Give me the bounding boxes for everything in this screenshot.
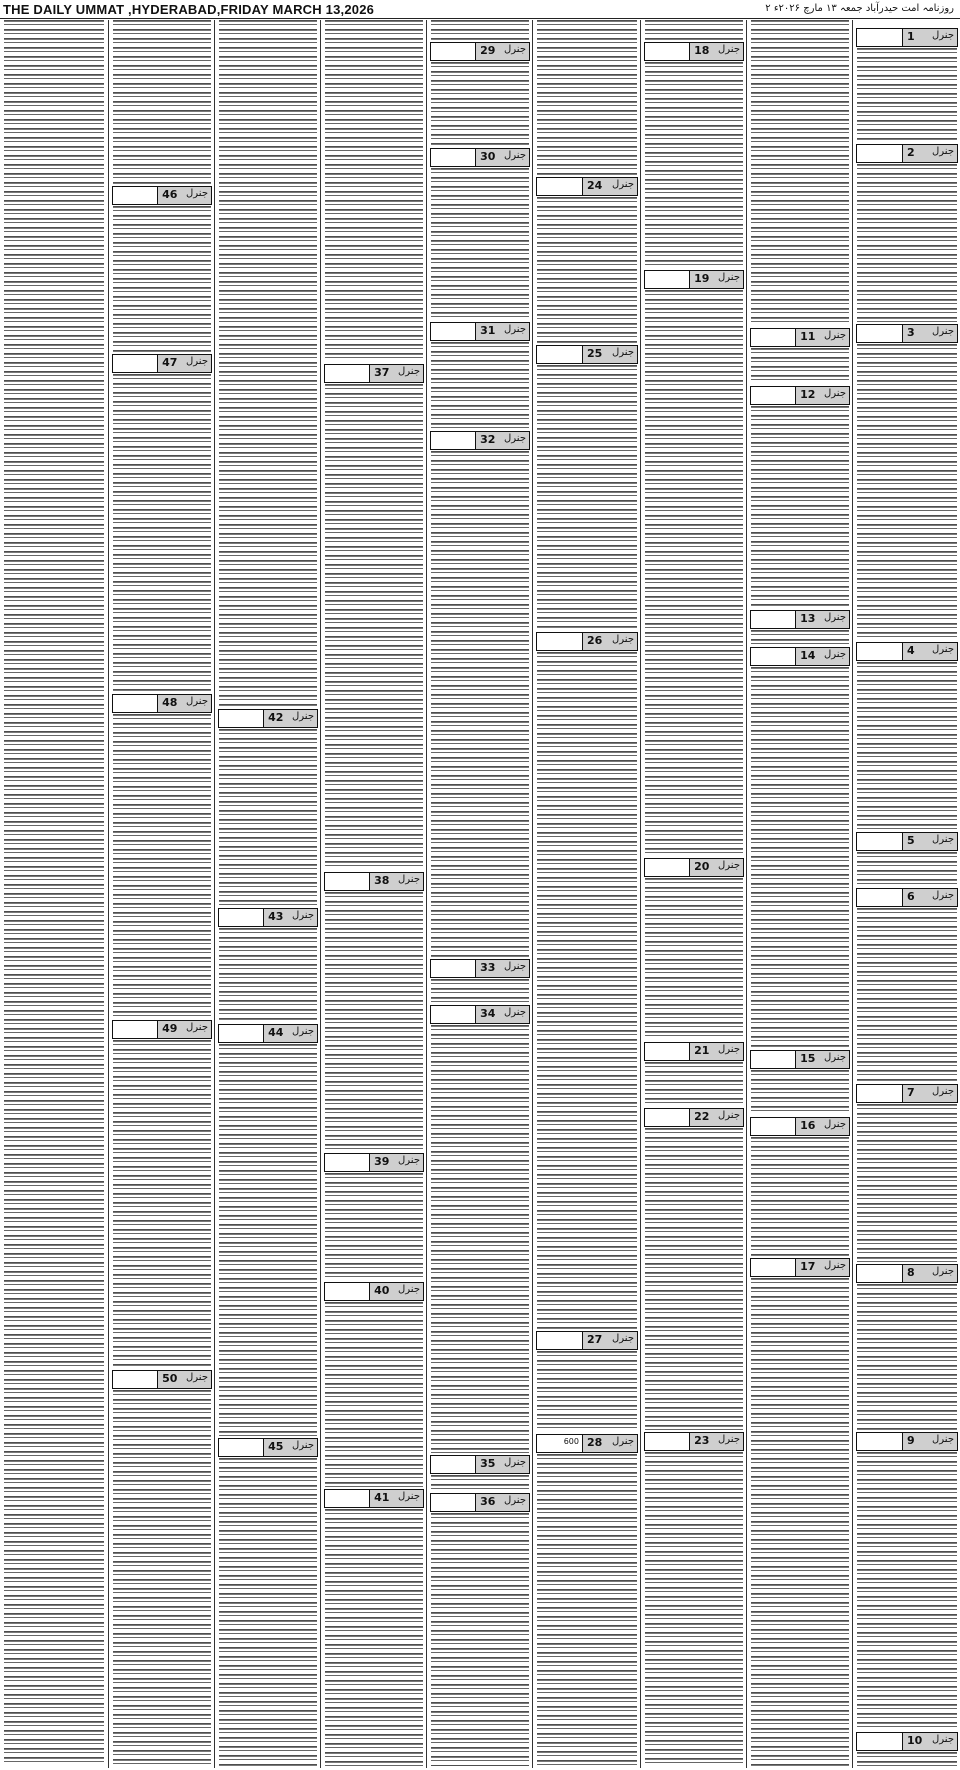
- article-text: [857, 1284, 957, 1430]
- section-header: [430, 1455, 530, 1474]
- section-label-box: [689, 859, 743, 876]
- section-header: [856, 28, 958, 47]
- section-number: 30: [480, 150, 496, 163]
- article-text: [431, 1025, 529, 1453]
- news-column-3: [640, 20, 747, 1768]
- section-label: جنرل: [186, 696, 208, 707]
- section-number: 14: [800, 649, 816, 662]
- news-column-1: [852, 20, 960, 1768]
- section-number: 41: [374, 1491, 390, 1504]
- section-label-box: [157, 695, 211, 712]
- article-text: [537, 1351, 637, 1432]
- section-number: 49: [162, 1022, 178, 1035]
- article-text: [113, 1390, 211, 1766]
- section-label: جنرل: [718, 44, 740, 55]
- section-header: [218, 1438, 318, 1457]
- section-number: 25: [587, 347, 603, 360]
- article-text: [537, 365, 637, 630]
- section-label: جنرل: [186, 1022, 208, 1033]
- section-header: [536, 345, 638, 364]
- section-header: [856, 1264, 958, 1283]
- section-label-box: [795, 1259, 849, 1276]
- section-number: 21: [694, 1044, 710, 1057]
- section-number: 5: [907, 834, 915, 847]
- section-number: 6: [907, 890, 915, 903]
- section-label: جنرل: [292, 1440, 314, 1451]
- section-label-box: [475, 1456, 529, 1473]
- section-number: 40: [374, 1284, 390, 1297]
- section-label-box: [902, 833, 957, 850]
- section-number: 24: [587, 179, 603, 192]
- section-label-box: [902, 145, 957, 162]
- article-text: [857, 852, 957, 886]
- section-label-box: [902, 1085, 957, 1102]
- section-label: جنرل: [612, 634, 634, 645]
- section-label: جنرل: [932, 326, 954, 337]
- section-label: جنرل: [824, 612, 846, 623]
- section-number: 27: [587, 1333, 603, 1346]
- section-label: جنرل: [932, 1266, 954, 1277]
- section-header: [856, 144, 958, 163]
- section-label: جنرل: [504, 961, 526, 972]
- article-text: [325, 1509, 423, 1766]
- section-number: 50: [162, 1372, 178, 1385]
- section-label-box: [369, 1154, 423, 1171]
- article-text: [219, 20, 317, 707]
- section-label-box: [263, 710, 317, 727]
- section-label-box: [475, 43, 529, 60]
- article-text: [857, 1452, 957, 1730]
- section-label-box: [369, 873, 423, 890]
- section-header: [856, 888, 958, 907]
- section-label-box: [902, 325, 957, 342]
- section-header: [644, 42, 744, 61]
- section-number: 45: [268, 1440, 284, 1453]
- section-number: 44: [268, 1026, 284, 1039]
- article-text: [431, 451, 529, 957]
- section-header: [112, 1020, 212, 1039]
- section-label: جنرل: [504, 1495, 526, 1506]
- section-label: جنرل: [292, 1026, 314, 1037]
- section-header: [536, 632, 638, 651]
- section-number: 28: [587, 1436, 603, 1449]
- section-label: جنرل: [718, 272, 740, 283]
- section-number: 39: [374, 1155, 390, 1168]
- section-number: 10: [907, 1734, 923, 1747]
- section-label-box: [902, 643, 957, 660]
- section-label: جنرل: [932, 834, 954, 845]
- article-text: [113, 1040, 211, 1368]
- article-text: [431, 168, 529, 320]
- section-label: جنرل: [718, 860, 740, 871]
- article-text: [431, 979, 529, 1003]
- section-header: [112, 354, 212, 373]
- section-number: 22: [694, 1110, 710, 1123]
- section-label: جنرل: [612, 179, 634, 190]
- section-number: 11: [800, 330, 816, 343]
- section-header: [750, 1117, 850, 1136]
- section-label-box: [475, 1006, 529, 1023]
- section-label-box: [689, 271, 743, 288]
- section-label-box: [582, 346, 637, 363]
- section-label: جنرل: [932, 146, 954, 157]
- section-header: [856, 832, 958, 851]
- article-text: [857, 908, 957, 1082]
- section-number: 2: [907, 146, 915, 159]
- section-number: 29: [480, 44, 496, 57]
- article-text: [857, 662, 957, 830]
- section-label-box: [795, 329, 849, 346]
- article-text: [219, 1458, 317, 1766]
- section-label: جنرل: [824, 1119, 846, 1130]
- section-label: جنرل: [718, 1434, 740, 1445]
- section-number: 46: [162, 188, 178, 201]
- section-label-box: [902, 29, 957, 46]
- section-header: [856, 1084, 958, 1103]
- section-label: جنرل: [824, 388, 846, 399]
- article-text: [431, 1513, 529, 1766]
- section-label-box: [582, 1435, 637, 1452]
- section-label: جنرل: [824, 1260, 846, 1271]
- article-text: [537, 197, 637, 343]
- section-number: 16: [800, 1119, 816, 1132]
- section-label: جنرل: [932, 1434, 954, 1445]
- section-label: جنرل: [504, 1007, 526, 1018]
- section-label: جنرل: [824, 330, 846, 341]
- section-label: جنرل: [612, 347, 634, 358]
- section-number: 34: [480, 1007, 496, 1020]
- section-header: [856, 324, 958, 343]
- newspaper-title: THE DAILY UMMAT ,HYDERABAD,FRIDAY MARCH 13,2026: [3, 2, 375, 17]
- section-label: جنرل: [398, 366, 420, 377]
- article-text: [325, 384, 423, 870]
- section-header: [750, 1258, 850, 1277]
- article-text: [751, 1278, 849, 1766]
- article-text: [325, 20, 423, 362]
- section-number: 20: [694, 860, 710, 873]
- section-label-box: [795, 648, 849, 665]
- section-number: 33: [480, 961, 496, 974]
- section-number: 37: [374, 366, 390, 379]
- article-text: [645, 1452, 743, 1766]
- article-text: [751, 1137, 849, 1256]
- section-label: جنرل: [612, 1333, 634, 1344]
- newspaper-title-urdu: روزنامہ امت حیدرآباد جمعہ ۱۳ مارچ ۲۰۲۶ء ۲: [765, 3, 954, 14]
- section-header: [218, 709, 318, 728]
- article-text: [751, 348, 849, 384]
- section-label-box: [582, 1332, 637, 1349]
- section-header: [644, 1042, 744, 1061]
- article-text: [751, 1070, 849, 1115]
- section-number: 12: [800, 388, 816, 401]
- section-label-box: [475, 432, 529, 449]
- section-header: [430, 322, 530, 341]
- section-number: 9: [907, 1434, 915, 1447]
- section-label: جنرل: [398, 1155, 420, 1166]
- section-label-box: [157, 1021, 211, 1038]
- article-text: [537, 652, 637, 1329]
- article-text: [4, 20, 104, 1766]
- section-header: [644, 858, 744, 877]
- section-label-box: [369, 365, 423, 382]
- section-label: جنرل: [932, 1734, 954, 1745]
- section-number: 35: [480, 1457, 496, 1470]
- news-column-4: [532, 20, 641, 1768]
- section-number: 48: [162, 696, 178, 709]
- section-label: جنرل: [504, 44, 526, 55]
- section-label: جنرل: [612, 1436, 634, 1447]
- section-header: [430, 959, 530, 978]
- section-header: [856, 1732, 958, 1751]
- section-number: 18: [694, 44, 710, 57]
- section-header: [536, 1331, 638, 1350]
- section-header: [430, 42, 530, 61]
- article-text: [431, 342, 529, 429]
- section-label: جنرل: [504, 433, 526, 444]
- news-column-2: [746, 20, 853, 1768]
- article-text: [537, 20, 637, 175]
- section-label: جنرل: [932, 1086, 954, 1097]
- section-label: جنرل: [504, 150, 526, 161]
- news-column-5: [426, 20, 533, 1768]
- article-text: [325, 1173, 423, 1280]
- section-header: [430, 431, 530, 450]
- section-header: [324, 1489, 424, 1508]
- news-column-8: [108, 20, 215, 1768]
- section-number: 1: [907, 30, 915, 43]
- section-header: [644, 1432, 744, 1451]
- article-text: [645, 1128, 743, 1430]
- article-text: [219, 1044, 317, 1436]
- section-label: جنرل: [398, 1491, 420, 1502]
- section-label: جنرل: [718, 1044, 740, 1055]
- article-text: [857, 1104, 957, 1262]
- news-column-9: [0, 20, 108, 1768]
- section-label-box: [157, 355, 211, 372]
- section-label-box: [689, 43, 743, 60]
- section-number: 7: [907, 1086, 915, 1099]
- section-label-box: [582, 178, 637, 195]
- section-number: 43: [268, 910, 284, 923]
- section-label-box: [902, 889, 957, 906]
- section-label-box: [689, 1043, 743, 1060]
- section-number: 13: [800, 612, 816, 625]
- section-label: جنرل: [292, 711, 314, 722]
- article-text: [751, 667, 849, 1048]
- article-text: [113, 20, 211, 184]
- section-number: 32: [480, 433, 496, 446]
- section-label-box: [263, 1439, 317, 1456]
- columns-area: [0, 20, 960, 1770]
- section-label: جنرل: [932, 30, 954, 41]
- section-header: [324, 872, 424, 891]
- article-text: [645, 290, 743, 856]
- article-text: [751, 20, 849, 326]
- section-label: جنرل: [292, 910, 314, 921]
- section-label-box: [902, 1433, 957, 1450]
- section-header: [218, 908, 318, 927]
- section-header: [112, 694, 212, 713]
- section-label-box: [157, 1371, 211, 1388]
- section-label-box: [263, 1025, 317, 1042]
- article-text: [219, 729, 317, 906]
- section-number: 26: [587, 634, 603, 647]
- section-header: [430, 1493, 530, 1512]
- section-number: 42: [268, 711, 284, 724]
- section-label: جنرل: [824, 649, 846, 660]
- section-header: [324, 1282, 424, 1301]
- article-text: [645, 878, 743, 1040]
- section-header: [644, 1108, 744, 1127]
- article-text: [325, 892, 423, 1151]
- section-label-box: [795, 1118, 849, 1135]
- section-label-box: [582, 633, 637, 650]
- section-label: جنرل: [932, 644, 954, 655]
- section-number: 4: [907, 644, 915, 657]
- article-text: [857, 1752, 957, 1766]
- article-text: [645, 62, 743, 268]
- section-header: [644, 270, 744, 289]
- news-column-7: [214, 20, 321, 1768]
- article-text: [751, 406, 849, 608]
- article-text: [113, 206, 211, 352]
- section-header: [218, 1024, 318, 1043]
- section-label-box: [795, 1051, 849, 1068]
- section-label: جنرل: [186, 1372, 208, 1383]
- section-header: [536, 177, 638, 196]
- section-label-box: [902, 1733, 957, 1750]
- section-header: [536, 1434, 638, 1453]
- section-header: [430, 148, 530, 167]
- section-number: 23: [694, 1434, 710, 1447]
- article-text: [645, 20, 743, 40]
- section-label: جنرل: [504, 1457, 526, 1468]
- article-text: [751, 630, 849, 645]
- section-label: جنرل: [398, 874, 420, 885]
- article-text: [113, 374, 211, 692]
- article-text: [431, 1475, 529, 1491]
- section-header: [856, 1432, 958, 1451]
- masthead: [0, 0, 960, 19]
- section-label-box: [369, 1490, 423, 1507]
- article-text: [431, 20, 529, 40]
- article-text: [325, 1302, 423, 1487]
- section-header: [750, 647, 850, 666]
- section-header: [750, 386, 850, 405]
- section-header: [750, 610, 850, 629]
- section-label-box: [795, 611, 849, 628]
- article-text: [645, 1062, 743, 1106]
- article-text: [537, 1454, 637, 1766]
- section-label: جنرل: [718, 1110, 740, 1121]
- section-label: جنرل: [398, 1284, 420, 1295]
- section-label-box: [263, 909, 317, 926]
- section-number: 8: [907, 1266, 915, 1279]
- section-label-box: [689, 1109, 743, 1126]
- section-header: [112, 1370, 212, 1389]
- section-label-box: [475, 960, 529, 977]
- section-header: [324, 1153, 424, 1172]
- section-number: 15: [800, 1052, 816, 1065]
- section-number: 31: [480, 324, 496, 337]
- section-label-box: [795, 387, 849, 404]
- section-label-box: [369, 1283, 423, 1300]
- section-label: جنرل: [824, 1052, 846, 1063]
- section-label: جنرل: [504, 324, 526, 335]
- section-header: [430, 1005, 530, 1024]
- section-header: [750, 328, 850, 347]
- section-label-box: [689, 1433, 743, 1450]
- article-text: [857, 164, 957, 322]
- section-number: 17: [800, 1260, 816, 1273]
- section-header: [324, 364, 424, 383]
- section-label-box: [475, 323, 529, 340]
- section-label: جنرل: [186, 188, 208, 199]
- section-header: [112, 186, 212, 205]
- section-number: 47: [162, 356, 178, 369]
- section-label-box: [475, 1494, 529, 1511]
- article-text: [857, 344, 957, 640]
- section-number: 3: [907, 326, 915, 339]
- section-header: [856, 642, 958, 661]
- section-subtitle: 600: [563, 1437, 579, 1446]
- section-label: جنرل: [186, 356, 208, 367]
- section-number: 38: [374, 874, 390, 887]
- article-text: [857, 48, 957, 142]
- section-number: 19: [694, 272, 710, 285]
- section-label-box: [475, 149, 529, 166]
- article-text: [431, 62, 529, 146]
- news-column-6: [320, 20, 427, 1768]
- article-text: [113, 714, 211, 1018]
- section-label: جنرل: [932, 890, 954, 901]
- section-label-box: [157, 187, 211, 204]
- section-number: 36: [480, 1495, 496, 1508]
- section-header: [750, 1050, 850, 1069]
- section-label-box: [902, 1265, 957, 1282]
- article-text: [219, 928, 317, 1022]
